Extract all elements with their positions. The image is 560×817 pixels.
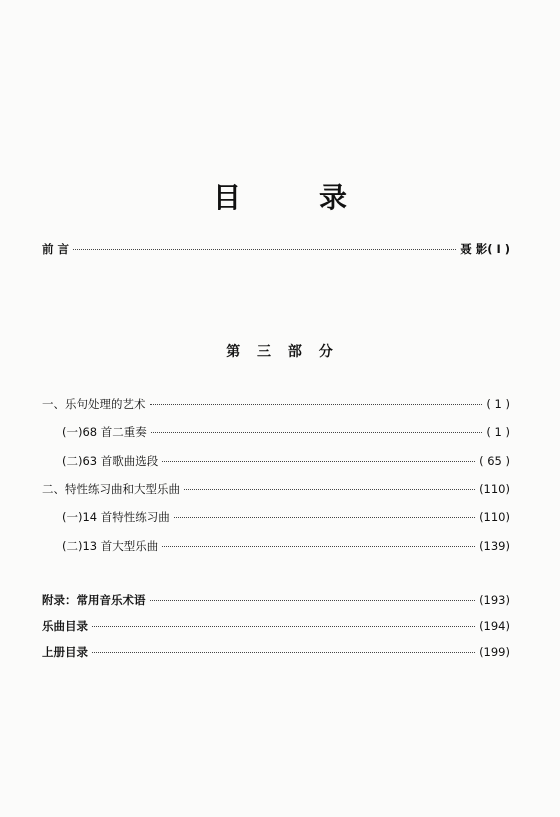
toc-page: (139) [479, 539, 510, 553]
toc-page: (110) [479, 510, 510, 524]
toc-entry-appendix[interactable] [42, 592, 510, 608]
toc-page: (194) [479, 619, 510, 633]
leader-dots [174, 517, 475, 518]
leader-dots [73, 249, 456, 250]
leader-dots [162, 546, 475, 547]
toc-label: 上册目录 [42, 645, 88, 659]
toc-entry[interactable] [62, 424, 510, 440]
toc-page: ( 1 ) [486, 397, 510, 411]
toc-page: (193) [479, 593, 510, 607]
toc-page: ( 1 ) [486, 425, 510, 439]
leader-dots [150, 404, 483, 405]
toc-entry[interactable] [62, 453, 510, 469]
title-char-1: 目 [212, 181, 241, 214]
toc-label: 一、乐句处理的艺术 [42, 397, 146, 411]
leader-dots [151, 432, 483, 433]
toc-label: (一)14 首特性练习曲 [62, 510, 170, 524]
toc-page: (199) [479, 645, 510, 659]
toc-label: 乐曲目录 [42, 619, 88, 633]
toc-entry[interactable] [62, 509, 510, 525]
toc-label: (二)63 首歌曲选段 [62, 454, 159, 468]
toc-entry-appendix[interactable] [42, 644, 510, 660]
leader-dots [162, 461, 475, 462]
toc-label: 附录：常用音乐术语 [42, 593, 146, 607]
toc-entry-preface[interactable] [42, 241, 510, 257]
title-char-2: 录 [319, 181, 348, 214]
leader-dots [92, 652, 475, 653]
toc-page: 聂 影( I ) [460, 242, 510, 256]
toc-label: (一)68 首二重奏 [62, 425, 147, 439]
toc-entry[interactable] [42, 396, 510, 412]
toc-page: (110) [479, 482, 510, 496]
section-title: 第 三 部 分 [226, 344, 334, 360]
leader-dots [184, 489, 475, 490]
leader-dots [92, 626, 475, 627]
page-title [0, 176, 560, 216]
leader-dots [150, 600, 476, 601]
toc-entry-appendix[interactable] [42, 618, 510, 634]
toc-entry[interactable] [62, 538, 510, 554]
toc-label: 二、特性练习曲和大型乐曲 [42, 482, 180, 496]
toc-label: 前 言 [42, 242, 70, 256]
toc-page: ( 65 ) [479, 454, 510, 468]
toc-entry[interactable] [42, 481, 510, 497]
toc-label: (二)13 首大型乐曲 [62, 539, 159, 553]
